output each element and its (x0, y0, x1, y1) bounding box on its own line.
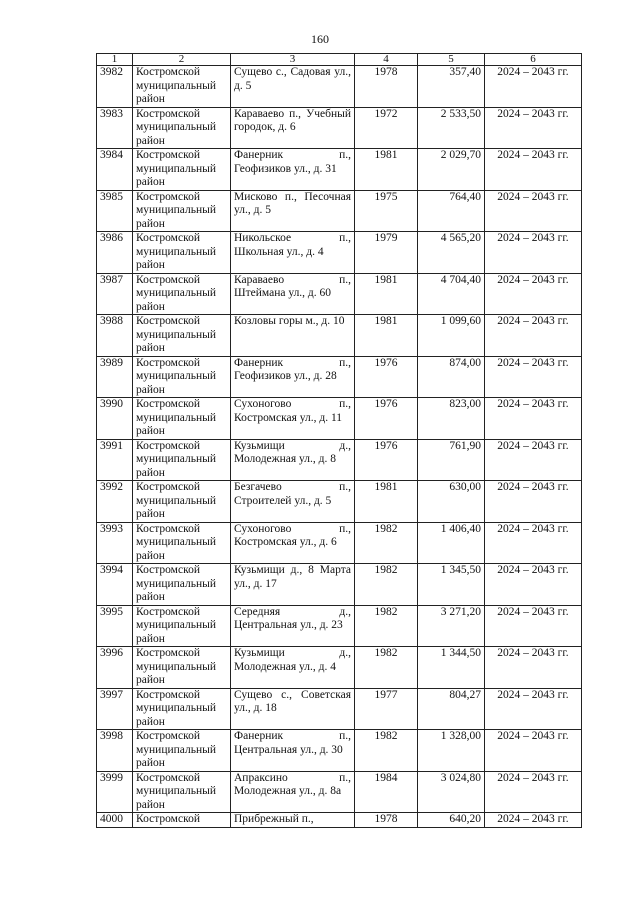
table-row (97, 688, 582, 730)
year-cell: 1982 (355, 564, 418, 606)
period-cell: 2024 – 2043 гг. (485, 813, 582, 828)
table-row (97, 232, 582, 274)
district-cell: Костромской муниципальный район (133, 439, 231, 481)
year-cell: 1981 (355, 149, 418, 191)
row-number-cell: 3989 (97, 356, 133, 398)
address-cell: Апраксино п., Молодежная ул., д. 8а (231, 771, 355, 813)
address-cell: Фанерник п., Геофизиков ул., д. 28 (231, 356, 355, 398)
table-row (97, 522, 582, 564)
district-cell: Костромской муниципальный район (133, 730, 231, 772)
row-number-cell: 3994 (97, 564, 133, 606)
period-cell: 2024 – 2043 гг. (485, 771, 582, 813)
period-cell: 2024 – 2043 гг. (485, 232, 582, 274)
address-cell: Середняя д., Центральная ул., д. 23 (231, 605, 355, 647)
district-cell: Костромской муниципальный район (133, 190, 231, 232)
area-cell: 630,00 (418, 481, 485, 523)
area-cell: 1 345,50 (418, 564, 485, 606)
period-cell: 2024 – 2043 гг. (485, 522, 582, 564)
address-cell: Мисково п., Песочная ул., д. 5 (231, 190, 355, 232)
year-cell: 1978 (355, 813, 418, 828)
row-number-cell: 3993 (97, 522, 133, 564)
district-cell: Костромской муниципальный район (133, 564, 231, 606)
district-cell: Костромской муниципальный район (133, 315, 231, 357)
table-row (97, 564, 582, 606)
year-cell: 1981 (355, 481, 418, 523)
address-cell: Сущево с., Садовая ул., д. 5 (231, 66, 355, 108)
period-cell: 2024 – 2043 гг. (485, 688, 582, 730)
year-cell: 1984 (355, 771, 418, 813)
address-cell: Фанерник п., Центральная ул., д. 30 (231, 730, 355, 772)
row-number-cell: 3998 (97, 730, 133, 772)
area-cell: 640,20 (418, 813, 485, 828)
address-cell: Караваево п., Штеймана ул., д. 60 (231, 273, 355, 315)
area-cell: 1 344,50 (418, 647, 485, 689)
address-cell: Фанерник п., Геофизиков ул., д. 31 (231, 149, 355, 191)
district-cell: Костромской муниципальный район (133, 66, 231, 108)
year-cell: 1976 (355, 356, 418, 398)
area-cell: 4 565,20 (418, 232, 485, 274)
row-number-cell: 3999 (97, 771, 133, 813)
period-cell: 2024 – 2043 гг. (485, 273, 582, 315)
column-number-row (97, 54, 582, 66)
table-row (97, 190, 582, 232)
area-cell: 3 024,80 (418, 771, 485, 813)
year-cell: 1982 (355, 647, 418, 689)
address-cell: Кузьмищи д., 8 Марта ул., д. 17 (231, 564, 355, 606)
district-cell: Костромской муниципальный район (133, 232, 231, 274)
table-row (97, 149, 582, 191)
area-cell: 764,40 (418, 190, 485, 232)
area-cell: 357,40 (418, 66, 485, 108)
area-cell: 761,90 (418, 439, 485, 481)
table-row (97, 647, 582, 689)
column-header-4: 4 (355, 54, 418, 66)
address-cell: Сухоногово п., Костромская ул., д. 6 (231, 522, 355, 564)
area-cell: 1 328,00 (418, 730, 485, 772)
period-cell: 2024 – 2043 гг. (485, 564, 582, 606)
year-cell: 1981 (355, 273, 418, 315)
address-cell: Безгачево п., Строителей ул., д. 5 (231, 481, 355, 523)
address-cell: Сущево с., Советская ул., д. 18 (231, 688, 355, 730)
table-row (97, 439, 582, 481)
district-cell: Костромской муниципальный район (133, 647, 231, 689)
district-cell: Костромской муниципальный район (133, 605, 231, 647)
year-cell: 1982 (355, 522, 418, 564)
column-header-6: 6 (485, 54, 582, 66)
area-cell: 4 704,40 (418, 273, 485, 315)
area-cell: 804,27 (418, 688, 485, 730)
period-cell: 2024 – 2043 гг. (485, 356, 582, 398)
row-number-cell: 3990 (97, 398, 133, 440)
area-cell: 1 099,60 (418, 315, 485, 357)
year-cell: 1981 (355, 315, 418, 357)
table-row (97, 273, 582, 315)
address-cell: Козловы горы м., д. 10 (231, 315, 355, 357)
row-number-cell: 3992 (97, 481, 133, 523)
district-cell: Костромской муниципальный район (133, 688, 231, 730)
column-header-3: 3 (231, 54, 355, 66)
period-cell: 2024 – 2043 гг. (485, 730, 582, 772)
row-number-cell: 3985 (97, 190, 133, 232)
year-cell: 1977 (355, 688, 418, 730)
address-cell: Никольское п., Школьная ул., д. 4 (231, 232, 355, 274)
district-cell: Костромской муниципальный район (133, 149, 231, 191)
area-cell: 2 533,50 (418, 107, 485, 149)
table-body (97, 66, 582, 828)
address-cell: Кузьмищи д., Молодежная ул., д. 4 (231, 647, 355, 689)
table-row (97, 730, 582, 772)
period-cell: 2024 – 2043 гг. (485, 439, 582, 481)
table-row (97, 66, 582, 108)
period-cell: 2024 – 2043 гг. (485, 315, 582, 357)
row-number-cell: 3987 (97, 273, 133, 315)
table-row (97, 356, 582, 398)
table-row (97, 315, 582, 357)
district-cell: Костромской муниципальный район (133, 107, 231, 149)
page-number: 160 (311, 32, 329, 46)
year-cell: 1972 (355, 107, 418, 149)
period-cell: 2024 – 2043 гг. (485, 647, 582, 689)
address-cell: Сухоногово п., Костромская ул., д. 11 (231, 398, 355, 440)
period-cell: 2024 – 2043 гг. (485, 66, 582, 108)
district-cell: Костромской (133, 813, 231, 828)
address-cell: Прибрежный п., (231, 813, 355, 828)
row-number-cell: 3983 (97, 107, 133, 149)
area-cell: 874,00 (418, 356, 485, 398)
area-cell: 2 029,70 (418, 149, 485, 191)
area-cell: 3 271,20 (418, 605, 485, 647)
row-number-cell: 3991 (97, 439, 133, 481)
table-row (97, 107, 582, 149)
row-number-cell: 4000 (97, 813, 133, 828)
year-cell: 1976 (355, 398, 418, 440)
district-cell: Костромской муниципальный район (133, 481, 231, 523)
year-cell: 1978 (355, 66, 418, 108)
year-cell: 1979 (355, 232, 418, 274)
period-cell: 2024 – 2043 гг. (485, 149, 582, 191)
row-number-cell: 3982 (97, 66, 133, 108)
district-cell: Костромской муниципальный район (133, 771, 231, 813)
housing-registry-table (96, 53, 582, 828)
area-cell: 823,00 (418, 398, 485, 440)
period-cell: 2024 – 2043 гг. (485, 481, 582, 523)
year-cell: 1975 (355, 190, 418, 232)
area-cell: 1 406,40 (418, 522, 485, 564)
period-cell: 2024 – 2043 гг. (485, 190, 582, 232)
district-cell: Костромской муниципальный район (133, 356, 231, 398)
row-number-cell: 3984 (97, 149, 133, 191)
row-number-cell: 3997 (97, 688, 133, 730)
row-number-cell: 3995 (97, 605, 133, 647)
year-cell: 1976 (355, 439, 418, 481)
address-cell: Караваево п., Учебный городок, д. 6 (231, 107, 355, 149)
year-cell: 1982 (355, 605, 418, 647)
column-header-5: 5 (418, 54, 485, 66)
row-number-cell: 3986 (97, 232, 133, 274)
period-cell: 2024 – 2043 гг. (485, 107, 582, 149)
table-row (97, 398, 582, 440)
district-cell: Костромской муниципальный район (133, 398, 231, 440)
column-header-1: 1 (97, 54, 133, 66)
column-header-2: 2 (133, 54, 231, 66)
table-row (97, 605, 582, 647)
period-cell: 2024 – 2043 гг. (485, 605, 582, 647)
address-cell: Кузьмищи д., Молодежная ул., д. 8 (231, 439, 355, 481)
table-row (97, 813, 582, 828)
table-row (97, 481, 582, 523)
district-cell: Костромской муниципальный район (133, 522, 231, 564)
district-cell: Костромской муниципальный район (133, 273, 231, 315)
period-cell: 2024 – 2043 гг. (485, 398, 582, 440)
year-cell: 1982 (355, 730, 418, 772)
row-number-cell: 3996 (97, 647, 133, 689)
row-number-cell: 3988 (97, 315, 133, 357)
table-row (97, 771, 582, 813)
